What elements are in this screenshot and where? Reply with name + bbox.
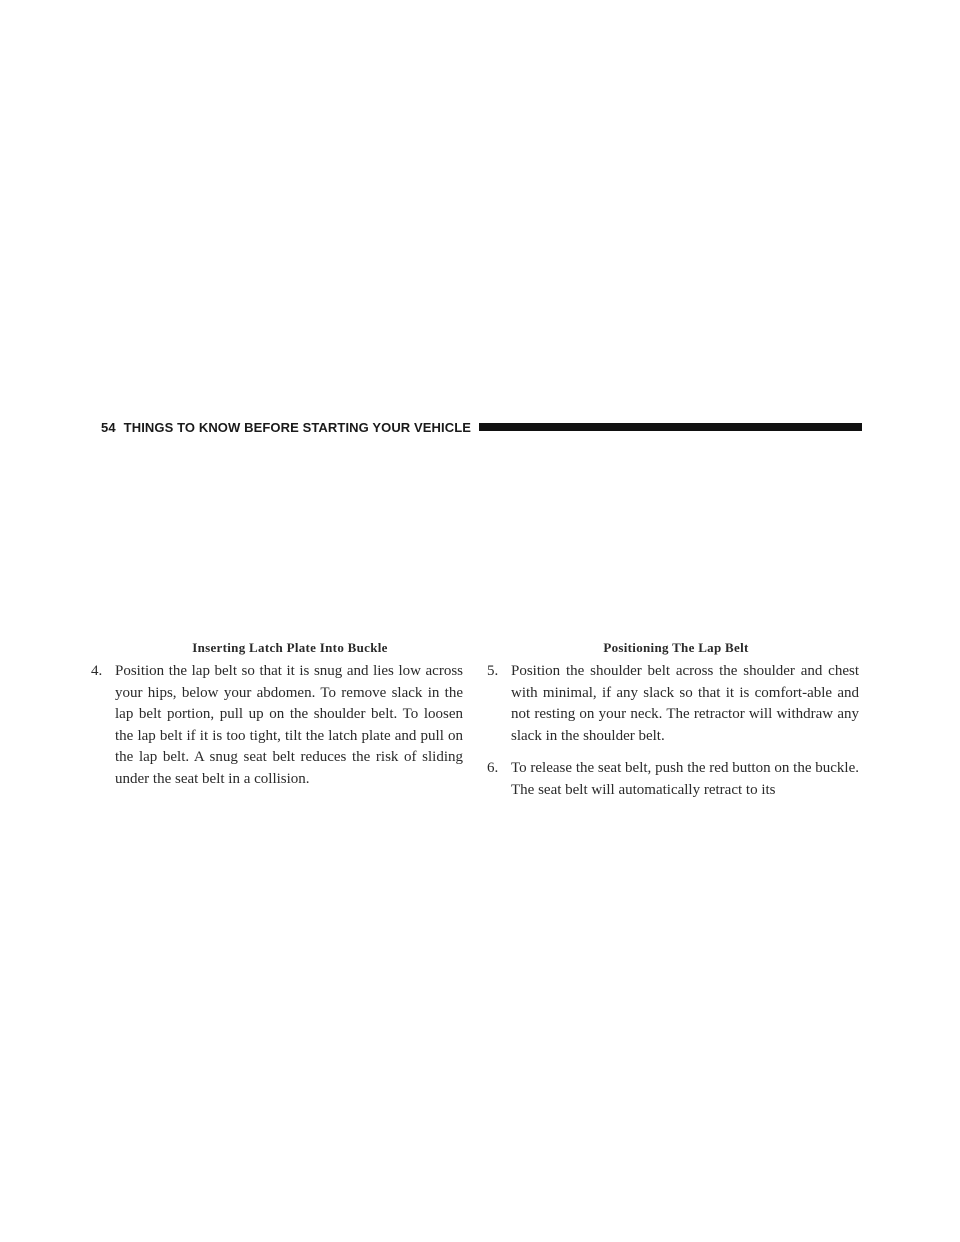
step-number: 4. [91, 663, 103, 679]
right-column [487, 661, 859, 813]
step-item [487, 661, 859, 747]
page-header [101, 419, 862, 435]
step-item [487, 758, 859, 801]
step-item [91, 661, 463, 791]
figure-caption-latch-plate: Inserting Latch Plate Into Buckle [192, 640, 388, 655]
step-text: To release the seat belt, push the red button on the buckle. The seat belt will automatically retract to its [511, 760, 859, 798]
step-number: 6. [487, 760, 499, 777]
figure-caption-lap-belt: Positioning The Lap Belt [603, 640, 749, 655]
step-number: 5. [487, 663, 499, 679]
section-title: THINGS TO KNOW BEFORE STARTING YOUR VEHICLE [123, 419, 472, 435]
header-rule [479, 423, 862, 431]
page-number: 54 [101, 419, 116, 435]
step-text: Position the shoulder belt across the shoulder and chest with minimal, if any slack so that it is comfort-able and not resting on your neck. The retractor will withdraw any slack in the shoulder belt. [511, 663, 859, 744]
step-text: Position the lap belt so that it is snug and lies low across your hips, below your abdomen. To remove slack in the lap belt portion, pull up on the shoulder belt. To loosen the lap belt if it is too tight, tilt the latch plate and pull on the lap belt. A snug seat belt reduces the risk of sliding under the seat belt in a collision. [115, 663, 463, 787]
left-column [91, 661, 463, 802]
